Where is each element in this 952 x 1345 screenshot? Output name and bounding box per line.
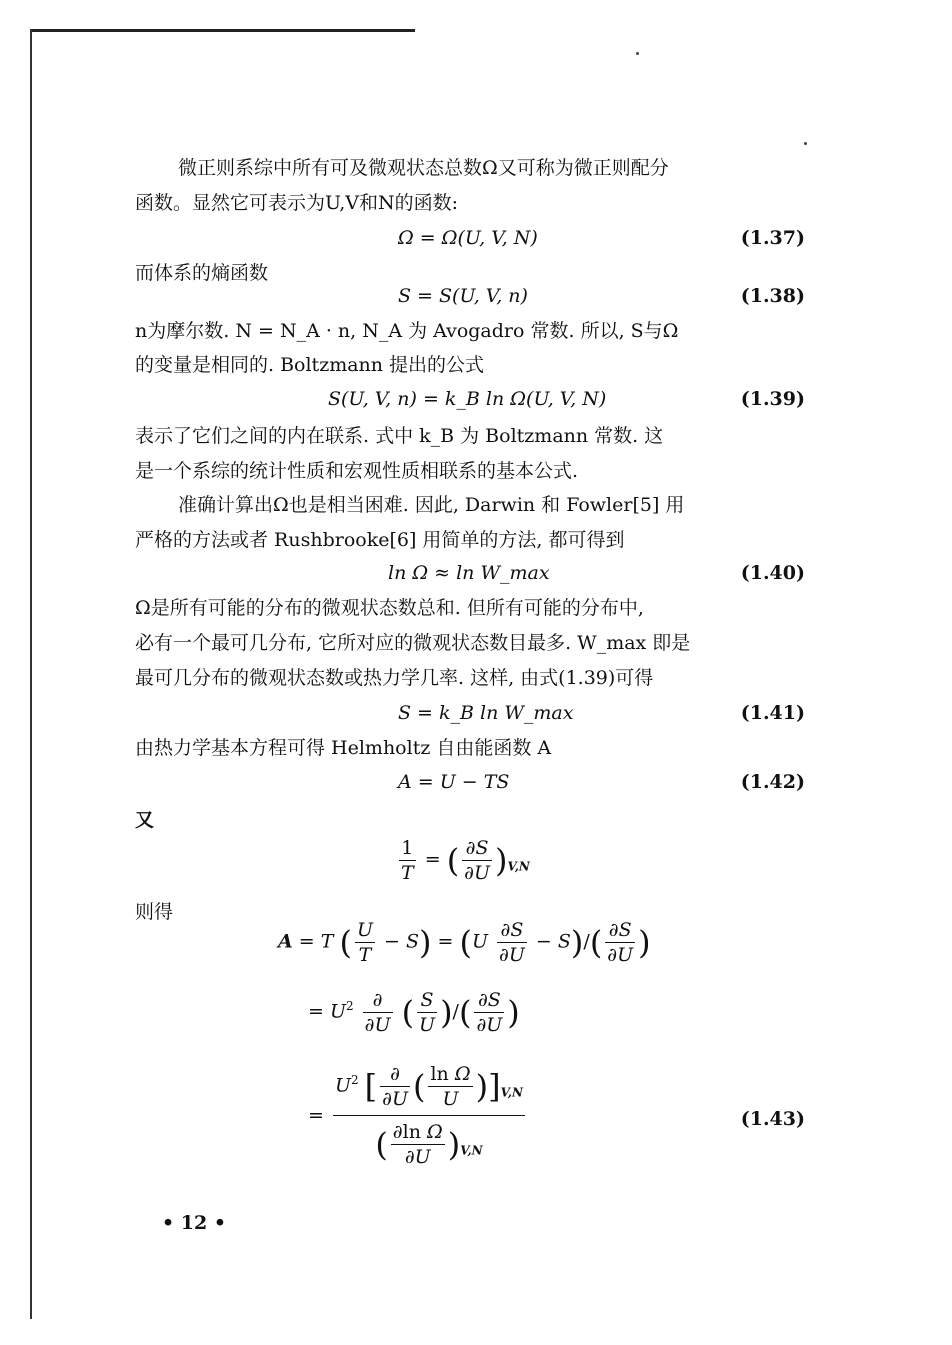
text-line: 表示了它们之间的内在联系. 式中 k_B 为 Boltzmann 常数. 这 xyxy=(135,425,664,447)
equation-number: (1.39) xyxy=(740,388,805,410)
scan-speck xyxy=(636,52,639,55)
text-line: 则得 xyxy=(135,901,174,923)
text-line: 是一个系综的统计性质和宏观性质相联系的基本公式. xyxy=(135,460,579,482)
text-line: 最可几分布的微观状态数或热力学几率. 这样, 由式(1.39)可得 xyxy=(135,667,654,689)
text-line: 必有一个最可几分布, 它所对应的微观状态数目最多. W_max 即是 xyxy=(135,632,691,654)
equation-temperature-definition: $\frac{1}{T}$ = ( $\frac{\partial S}{\partial U}$ )$_{V,N}$ xyxy=(401,837,530,884)
text-line: 严格的方法或者 Rushbrooke[6] 用简单的方法, 都可得到 xyxy=(135,529,625,551)
text-line: 函数。显然它可表示为U,V和N的函数: xyxy=(135,192,459,214)
equation-helmholtz-step-3: = $U^2$ [ $\frac{\partial}{\partial U}$ ( $\frac{\text{ln Ω}}{U}$ )]$_{V,N}$ ( $\frac{\text{∂ln Ω}}{\partial U}$ )$_{V,N}$ xyxy=(308,1063,523,1168)
equation-1-38: S = S(U, V, n) xyxy=(398,285,528,307)
text-line: 微正则系综中所有可及微观状态总数Ω又可称为微正则配分 xyxy=(178,157,669,179)
text-line: 而体系的熵函数 xyxy=(135,262,269,284)
text-line: 又 xyxy=(135,809,155,831)
page-top-rule xyxy=(30,29,415,32)
equation-1-40: ln Ω ≈ ln W_max xyxy=(388,562,550,584)
equation-number: (1.40) xyxy=(740,562,805,584)
equation-number: (1.43) xyxy=(740,1108,805,1130)
equation-1-42: A = U − TS xyxy=(398,771,510,793)
equation-number: (1.42) xyxy=(740,771,805,793)
text-line: n为摩尔数. N = N_A · n, N_A 为 Avogadro 常数. 所以, S与Ω xyxy=(135,320,679,342)
text-line: 的变量是相同的. Boltzmann 提出的公式 xyxy=(135,354,485,376)
text-line: 准确计算出Ω也是相当困难. 因此, Darwin 和 Fowler[5] 用 xyxy=(178,494,685,516)
page-left-rule xyxy=(30,29,32,1319)
equation-1-39: S(U, V, n) = k_B ln Ω(U, V, N) xyxy=(328,388,607,410)
equation-number: (1.41) xyxy=(740,702,805,724)
page-number: • 12 • xyxy=(162,1212,226,1234)
equation-helmholtz-step-1: A = T ( $\frac{U}{T}$ − S) = (U $\frac{\partial S}{\partial U}$ − S)/( $\frac{\partial S}{\partial U}$ ) xyxy=(278,919,651,966)
equation-number: (1.37) xyxy=(740,227,805,249)
text-line: Ω是所有可能的分布的微观状态数总和. 但所有可能的分布中, xyxy=(135,597,644,619)
equation-number: (1.38) xyxy=(740,285,805,307)
equation-1-41: S = k_B ln W_max xyxy=(398,702,574,724)
equation-1-37: Ω = Ω(U, V, N) xyxy=(398,227,538,249)
text-line: 由热力学基本方程可得 Helmholtz 自由能函数 A xyxy=(135,737,552,759)
scan-speck xyxy=(804,142,807,145)
equation-helmholtz-step-2: = $U^2$ $\frac{\partial}{\partial U}$ ( $\frac{S}{U}$ )/( $\frac{\partial S}{\partial U}$ ) xyxy=(308,989,520,1036)
